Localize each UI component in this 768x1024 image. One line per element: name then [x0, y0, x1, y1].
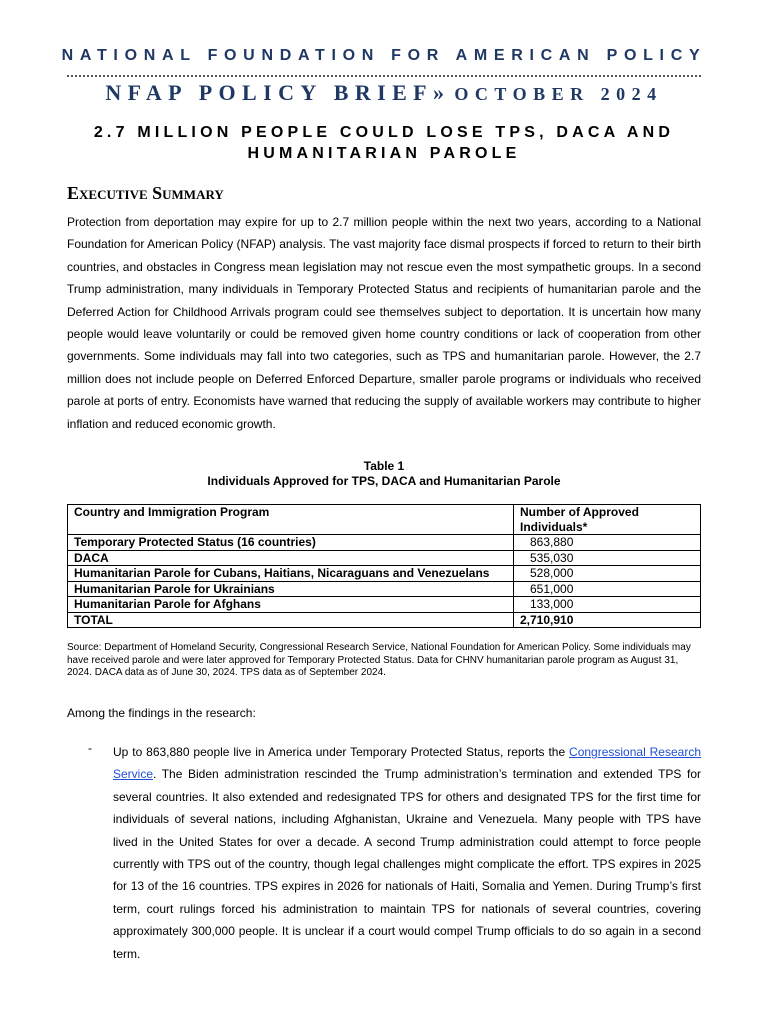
table-row: [68, 550, 701, 566]
program-cell: Humanitarian Parole for Cubans, Haitians, Nicaraguans and Venezuelans: [68, 566, 514, 582]
congressional-research-service-link[interactable]: Congressional Research Service: [113, 745, 701, 782]
column-header-count: Number of Approved Individuals*: [514, 505, 701, 535]
count-cell: 863,880: [514, 535, 701, 551]
executive-summary-heading: Executive Summary: [67, 183, 224, 203]
table-source-note: Source: Department of Homeland Security, Congressional Research Service, National Foundation for American Policy. Some individuals may have received parole and were later approved for Temporary Protected Status. Data for CHNV humanitarian parole program as August 31, 2024. DACA data as of June 30, 2024. TPS data as of September 2024.: [67, 642, 691, 679]
count-cell: 651,000: [514, 581, 701, 597]
brief-banner: [0, 80, 768, 106]
table-row: [68, 581, 701, 597]
bullet-marker: -: [88, 741, 92, 755]
count-cell: 535,030: [514, 550, 701, 566]
approved-individuals-table: [67, 504, 701, 628]
table-number: Table 1: [363, 459, 405, 473]
program-cell: DACA: [68, 550, 514, 566]
table-caption: [67, 459, 701, 489]
finding-text-end: . The Biden administration rescinded the Trump administration’s termination and extended TPS for several countries. It also extended and redesignated TPS for others and designated TPS for the first time for individuals of several nations, including Afghanistan, Ukraine and Venezuela. Many people with TPS have lived in the United States for over a decade. A second Trump administration could attempt to force people currently with TPS out of the country, though legal challenges might complicate the effort. TPS expires in 2025 for 13 of the 16 countries. TPS expires in 2026 for nationals of Haiti, Somalia and Yemen. During Trump’s first term, court rulings forced his administration to maintain TPS for nationals of several countries, covering approximately 300,000 people. It is unclear if a court would compel Trump officials to do so again in a second term.: [113, 767, 701, 961]
table-title: Individuals Approved for TPS, DACA and Humanitarian Parole: [207, 474, 561, 488]
count-cell: 528,000: [514, 566, 701, 582]
column-header-program: Country and Immigration Program: [68, 505, 514, 535]
finding-item-tps: [113, 741, 701, 965]
page-title: [67, 122, 701, 164]
title-line-1: 2.7 MILLION PEOPLE COULD LOSE TPS, DACA AND: [93, 124, 675, 141]
table-total-row: [68, 612, 701, 628]
table-header-row: [68, 505, 701, 535]
table-row: [68, 535, 701, 551]
program-cell: Temporary Protected Status (16 countries): [68, 535, 514, 551]
finding-text-start: Up to 863,880 people live in America under Temporary Protected Status, reports the: [113, 745, 570, 759]
count-cell: 133,000: [514, 597, 701, 613]
brief-date: OCTOBER 2024: [454, 84, 663, 104]
title-line-2: HUMANITARIAN PAROLE: [247, 145, 521, 162]
executive-summary-text: Protection from deportation may expire for up to 2.7 million people within the next two years, according to a National Foundation for American Policy (NFAP) analysis. The vast majority face dismal prospects if forced to return to their birth countries, and obstacles in Congress mean legislation may not rescue even the most sympathetic groups. In a second Trump administration, many individuals in Temporary Protected Status and recipients of humanitarian parole and the Deferred Action for Childhood Arrivals program could see themselves subject to deportation. It is uncertain how many people would leave voluntarily or could be removed given home country conditions or lack of cooperation from other governments. Some individuals may fall into two categories, such as TPS and humanitarian parole. However, the 2.7 million does not include people on Deferred Enforced Departure, smaller parole programs or individuals who received parole at ports of entry. Economists have warned that reducing the supply of available workers may contribute to higher inflation and reduced economic growth.: [67, 215, 701, 431]
findings-intro: Among the findings in the research:: [67, 706, 256, 720]
brief-label: NFAP POLICY BRIEF»: [105, 80, 451, 105]
table-row: [68, 566, 701, 582]
program-cell: Humanitarian Parole for Ukrainians: [68, 581, 514, 597]
total-value: 2,710,910: [514, 612, 701, 628]
program-cell: Humanitarian Parole for Afghans: [68, 597, 514, 613]
dotted-divider: [67, 75, 701, 77]
total-label: TOTAL: [68, 612, 514, 628]
table-row: [68, 597, 701, 613]
organization-name: NATIONAL FOUNDATION FOR AMERICAN POLICY: [61, 47, 707, 64]
